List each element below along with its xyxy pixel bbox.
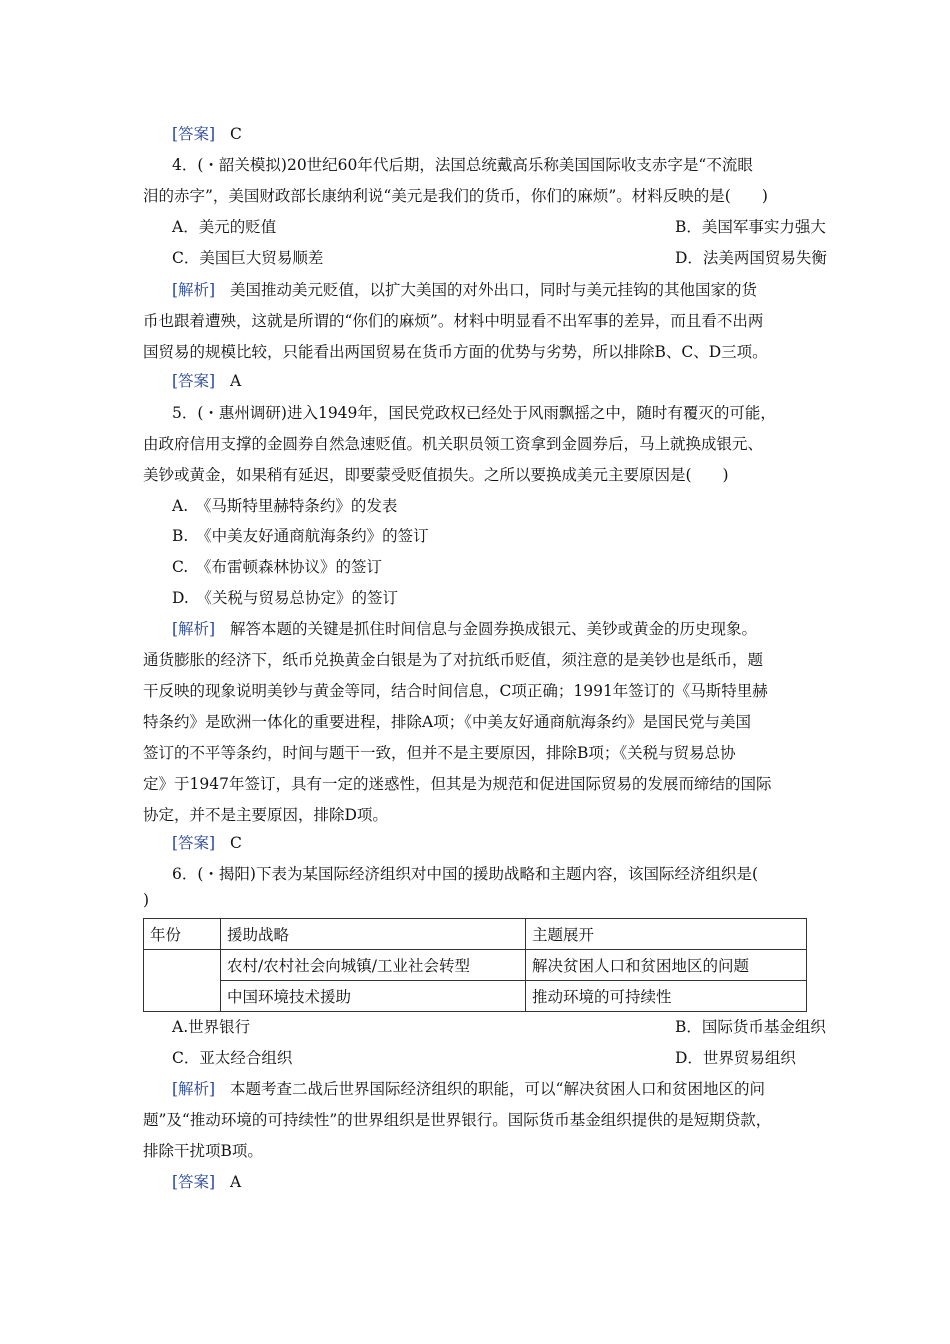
question-stem: 4．(・韶关模拟)20世纪60年代后期，法国总统戴高乐称美国国际收支赤字是“不流眼	[172, 156, 753, 174]
analysis-line	[172, 1079, 765, 1099]
option-d: D. 《关税与贸易总协定》的签订	[172, 589, 399, 607]
analysis-tag: [解析]	[172, 620, 216, 638]
answer-line	[172, 1172, 241, 1192]
analysis-text: 通货膨胀的经济下，纸币兑换黄金白银是为了对抗纸币贬值，须注意的是美钞也是纸币，题	[143, 651, 764, 669]
analysis-text: 美国推动美元贬值，以扩大美国的对外出口，同时与美元挂钩的其他国家的货	[230, 281, 758, 299]
option-row	[172, 248, 827, 268]
answer-tag: [答案]	[172, 834, 216, 852]
answer-value: A	[230, 1173, 242, 1191]
analysis-text: 解答本题的关键是抓住时间信息与金圆券换成银元、美钞或黄金的历史现象。	[230, 620, 758, 638]
table-header-cell: 援助战略	[221, 919, 526, 950]
option-c: C．亚太经合组织	[172, 1049, 293, 1067]
option-b: B. 《中美友好通商航海条约》的签订	[172, 527, 429, 545]
analysis-text: 本题考查二战后世界国际经济组织的职能，可以“解决贫困人口和贫困地区的问	[230, 1080, 765, 1098]
option-d: D．法美两国贸易失衡	[675, 249, 827, 267]
table-cell: 解决贫困人口和贫困地区的问题	[526, 950, 807, 981]
answer-line	[172, 371, 241, 391]
analysis-text: 排除干扰项B项。	[143, 1142, 263, 1160]
answer-value: A	[230, 372, 242, 390]
question-stem: 6．(・揭阳)下表为某国际经济组织对中国的援助战略和主题内容，该国际经济组织是(	[172, 865, 759, 883]
question-stem: 由政府信用支撑的金圆券自然急速贬值。机关职员领工资拿到金圆券后，马上就换成银元、	[143, 435, 764, 453]
table-cell: 推动环境的可持续性	[526, 981, 807, 1012]
answer-value: C	[230, 834, 242, 852]
table-cell: 农村/农村社会向城镇/工业社会转型	[221, 950, 526, 981]
analysis-tag: [解析]	[172, 1080, 216, 1098]
table-cell: 中国环境技术援助	[221, 981, 526, 1012]
option-b: B．美国军事实力强大	[675, 218, 826, 236]
question-stem: )	[143, 891, 150, 909]
analysis-line	[172, 619, 757, 639]
answer-tag: [答案]	[172, 1173, 216, 1191]
table-header-cell: 主题展开	[526, 919, 807, 950]
analysis-tag: [解析]	[172, 281, 216, 299]
analysis-text: 国贸易的规模比较，只能看出两国贸易在货币方面的优势与劣势，所以排除B、C、D三项。	[143, 343, 768, 361]
analysis-text: 特条约》是欧洲一体化的重要进程，排除A项；《中美友好通商航海条约》是国民党与美国	[143, 713, 751, 731]
option-a: A. 《马斯特里赫特条约》的发表	[172, 497, 398, 515]
option-c: C. 《布雷顿森林协议》的签订	[172, 558, 382, 576]
analysis-text: 干反映的现象说明美钞与黄金等同，结合时间信息，C项正确；1991年签订的《马斯特里赫	[143, 682, 768, 700]
analysis-text: 币也跟着遭殃，这就是所谓的“你们的麻烦”。材料中明显看不出军事的差异，而且看不出两	[143, 312, 764, 330]
answer-line	[172, 124, 242, 144]
option-row	[172, 1048, 796, 1068]
answer-tag: [答案]	[172, 125, 216, 143]
table-cell-year	[144, 950, 221, 1012]
option-row	[172, 217, 826, 237]
aid-strategy-table	[143, 918, 807, 1012]
answer-tag: [答案]	[172, 372, 216, 390]
table-row	[144, 950, 807, 981]
question-stem: 泪的赤字”，美国财政部长康纳利说“美元是我们的货币，你们的麻烦”。材料反映的是( )	[143, 187, 768, 205]
option-c: C．美国巨大贸易顺差	[172, 249, 324, 267]
analysis-text: 签订的不平等条约，时间与题干一致，但并不是主要原因，排除B项；《关税与贸易总协	[143, 744, 736, 762]
option-d: D．世界贸易组织	[675, 1049, 796, 1067]
option-a: A．美元的贬值	[172, 218, 277, 236]
answer-value: C	[230, 125, 242, 143]
option-b: B．国际货币基金组织	[675, 1018, 826, 1036]
table-header-row	[144, 919, 807, 950]
table-row	[144, 981, 807, 1012]
option-a: A.世界银行	[172, 1018, 251, 1036]
answer-line	[172, 833, 242, 853]
analysis-line	[172, 280, 757, 300]
question-stem: 美钞或黄金，如果稍有延迟，即要蒙受贬值损失。之所以要换成美元主要原因是( )	[143, 466, 729, 484]
question-stem: 5．(・惠州调研)进入1949年，国民党政权已经处于风雨飘摇之中，随时有覆灭的可能，	[172, 404, 776, 422]
option-row	[172, 1017, 826, 1037]
analysis-text: 定》于1947年签订，具有一定的迷惑性，但其是为规范和促进国际贸易的发展而缔结的国际	[143, 775, 772, 793]
analysis-text: 题”及“推动环境的可持续性”的世界组织是世界银行。国际货币基金组织提供的是短期贷款，	[143, 1111, 772, 1129]
analysis-text: 协定，并不是主要原因，排除D项。	[143, 806, 388, 824]
table-header-cell: 年份	[144, 919, 221, 950]
